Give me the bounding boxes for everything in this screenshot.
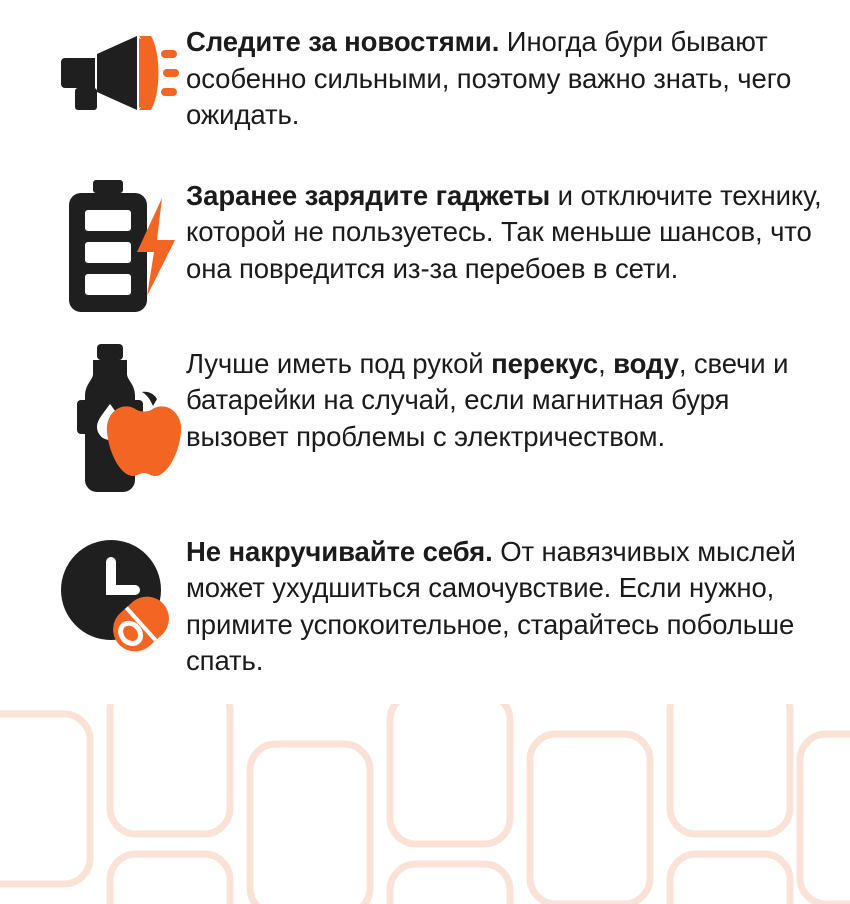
- tip-body: Иногда бури бывают особенно сильными, поэтому важно знать, чего ожидать.: [186, 26, 792, 131]
- water-bottle-apple-icon: [54, 344, 186, 492]
- tip-text: [186, 22, 822, 134]
- tip-text: [186, 532, 822, 680]
- list-item: [54, 532, 822, 680]
- background-pattern: [0, 704, 850, 904]
- clock-pill-icon: [54, 532, 186, 664]
- tip-emphasis-2: воду: [613, 347, 679, 379]
- tip-text: [186, 176, 822, 288]
- tip-lead: Следите за новостями.: [186, 26, 500, 57]
- tip-lead: Не накручивайте себя.: [186, 535, 493, 567]
- list-item: [54, 176, 822, 312]
- battery-charge-icon: [54, 176, 186, 312]
- tip-text-part-1: Лучше иметь под рукой: [186, 347, 492, 379]
- megaphone-icon: [54, 22, 186, 114]
- tip-text: [186, 344, 822, 456]
- list-item: [54, 22, 822, 134]
- tip-body: От навязчивых мыслей может ухудшиться самочувствие. Если нужно, примите успокоительное, старайтесь побольше спать.: [186, 535, 796, 677]
- tip-emphasis-1: перекус: [491, 347, 599, 379]
- tip-text-part-3: , свечи и батарейки на случай, если магнитная буря вызовет проблемы с электричеством.: [186, 347, 789, 452]
- tip-body: и отключите технику, которой не пользуетесь. Так меньше шансов, что она повредится из-за перебоев в сети.: [186, 179, 822, 284]
- tip-lead: Заранее зарядите гаджеты: [186, 179, 551, 211]
- tip-text-part-2: ,: [598, 347, 614, 379]
- list-item: [54, 344, 822, 492]
